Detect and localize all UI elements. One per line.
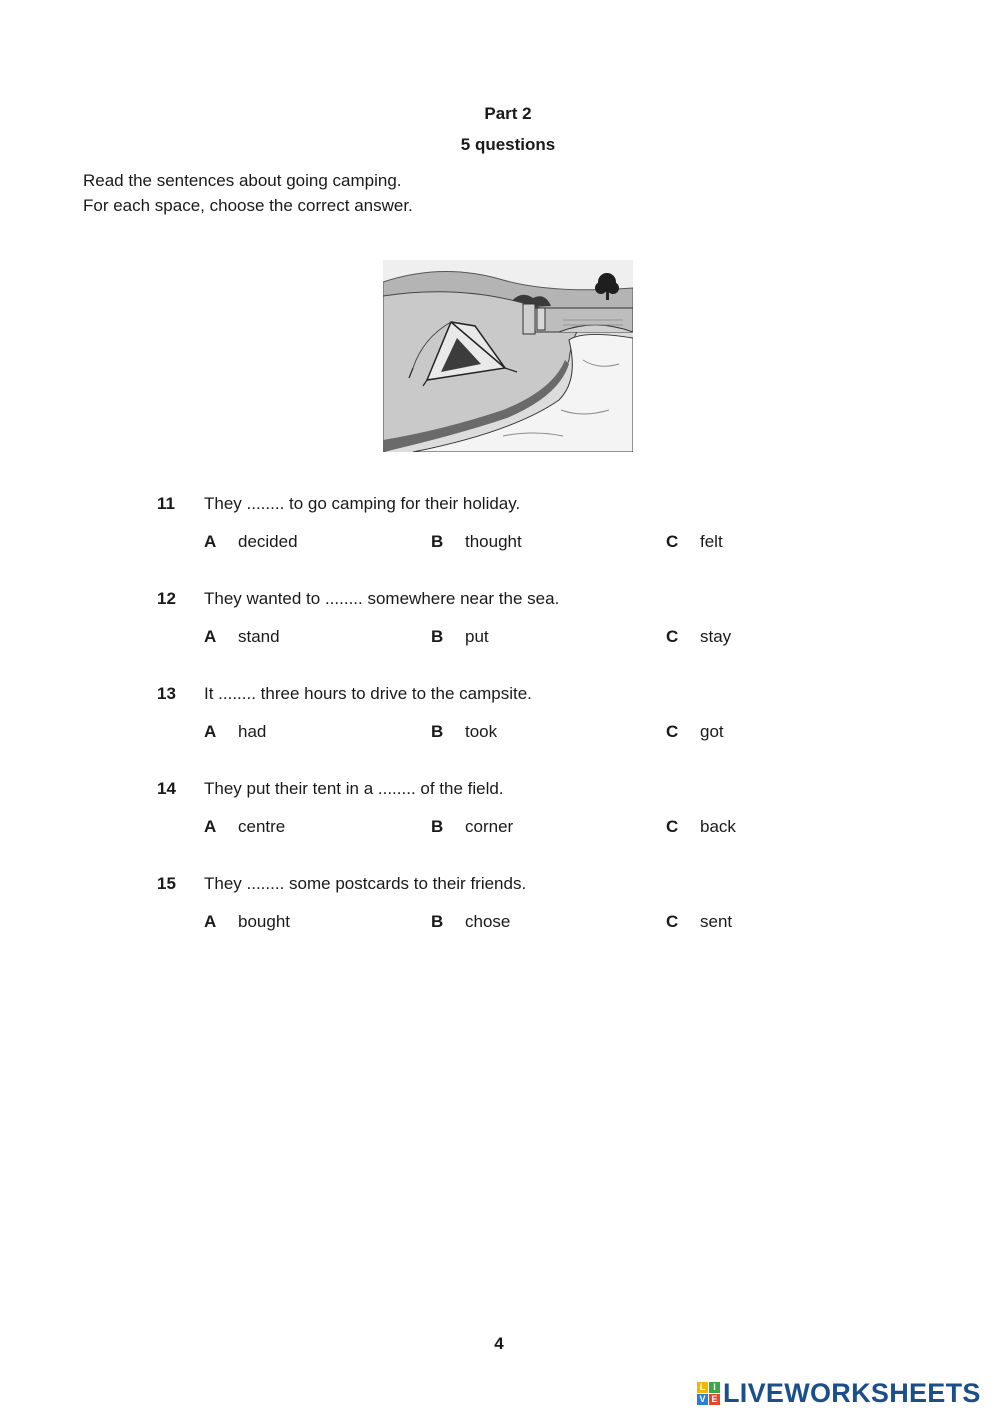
option-letter: A — [204, 817, 217, 836]
option-letter: B — [431, 817, 444, 836]
option-letter: C — [666, 722, 679, 741]
instruction-line: For each space, choose the correct answer. — [83, 196, 413, 215]
option-text: decided — [238, 532, 298, 551]
option-text: stay — [700, 627, 732, 646]
option-letter: C — [666, 817, 679, 836]
option-b[interactable] — [431, 817, 513, 837]
question-text: It ........ three hours to drive to the campsite. — [204, 684, 532, 703]
question-number: 15 — [157, 874, 176, 893]
liveworksheets-logo[interactable] — [697, 1378, 981, 1409]
option-text: got — [700, 722, 724, 741]
page-header — [0, 104, 1000, 155]
camping-illustration — [383, 260, 633, 452]
option-c[interactable] — [666, 817, 736, 837]
question-number: 12 — [157, 589, 176, 608]
option-b[interactable] — [431, 722, 497, 742]
option-a[interactable] — [204, 532, 298, 552]
part-title: Part 2 — [484, 104, 532, 123]
brand-mark-letter: E — [709, 1394, 720, 1405]
instructions — [83, 168, 413, 218]
option-a[interactable] — [204, 627, 280, 647]
question-item — [157, 589, 857, 649]
option-letter: B — [431, 912, 444, 931]
option-letter: A — [204, 912, 217, 931]
option-text: centre — [238, 817, 286, 836]
question-item — [157, 779, 857, 839]
question-number: 11 — [157, 494, 175, 513]
question-item — [157, 494, 857, 554]
option-text: sent — [700, 912, 733, 931]
option-letter: B — [431, 627, 444, 646]
option-letter: A — [204, 627, 217, 646]
option-a[interactable] — [204, 722, 266, 742]
instruction-line: Read the sentences about going camping. — [83, 171, 402, 190]
question-text: They wanted to ........ somewhere near the sea. — [204, 589, 560, 608]
question-text: They put their tent in a ........ of the field. — [204, 779, 504, 798]
option-text: bought — [238, 912, 290, 931]
option-text: felt — [700, 532, 723, 551]
brand-mark-letter: I — [709, 1382, 720, 1393]
option-text: stand — [238, 627, 280, 646]
option-c[interactable] — [666, 532, 723, 552]
brand-mark-icon — [697, 1382, 720, 1405]
option-a[interactable] — [204, 817, 285, 837]
question-item — [157, 874, 857, 934]
option-letter: C — [666, 912, 679, 931]
option-text: took — [465, 722, 498, 741]
option-letter: C — [666, 532, 679, 551]
option-c[interactable] — [666, 627, 731, 647]
option-text: put — [465, 627, 489, 646]
option-b[interactable] — [431, 627, 489, 647]
question-text: They ........ to go camping for their holiday. — [204, 494, 521, 513]
question-number: 14 — [157, 779, 176, 798]
brand-name: LIVEWORKSHEETS — [723, 1378, 981, 1408]
option-letter: A — [204, 532, 217, 551]
brand-mark-letter: V — [697, 1394, 708, 1405]
option-text: had — [238, 722, 267, 741]
option-text: thought — [465, 532, 522, 551]
option-letter: A — [204, 722, 217, 741]
question-count: 5 questions — [460, 135, 556, 154]
option-c[interactable] — [666, 722, 724, 742]
option-letter: C — [666, 627, 679, 646]
option-b[interactable] — [431, 912, 510, 932]
question-item — [157, 684, 857, 744]
option-text: corner — [465, 817, 514, 836]
option-c[interactable] — [666, 912, 732, 932]
option-b[interactable] — [431, 532, 522, 552]
option-text: chose — [465, 912, 511, 931]
page-number: 4 — [494, 1334, 504, 1353]
question-text: They ........ some postcards to their friends. — [204, 874, 527, 893]
option-a[interactable] — [204, 912, 290, 932]
option-text: back — [700, 817, 736, 836]
option-letter: B — [431, 532, 444, 551]
brand-mark-letter: L — [697, 1382, 708, 1393]
option-letter: B — [431, 722, 444, 741]
question-number: 13 — [157, 684, 176, 703]
